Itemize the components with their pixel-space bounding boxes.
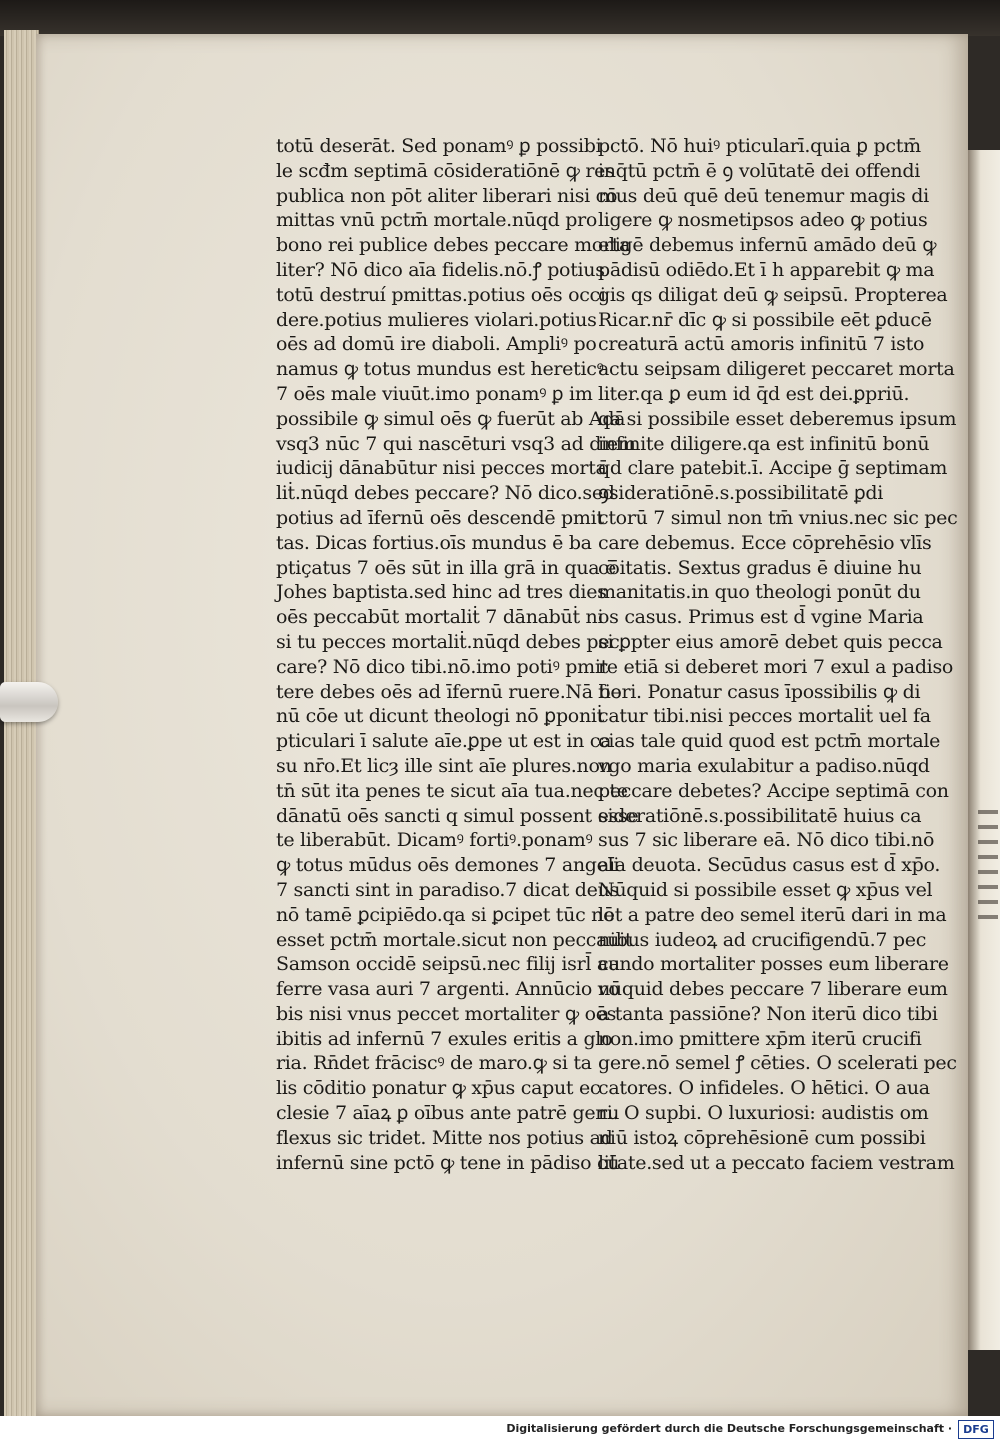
text-line: ligere ꝙ nosmetipsos adeo ꝙ potius bbox=[598, 209, 928, 232]
text-line: bono rei publice debes peccare morta bbox=[276, 234, 631, 257]
dfg-logo-icon[interactable]: DFG bbox=[958, 1420, 994, 1439]
text-line: inq̄tū pctm̄ ē ꝯ volūtatē dei offendi bbox=[598, 159, 920, 182]
text-line: dere.potius mulieres violari.potius bbox=[276, 308, 597, 331]
text-line: nū cōe ut dicunt theologi nō ꝑponiṫ bbox=[276, 705, 604, 728]
text-line: qa si possibile esset deberemus ipsum bbox=[598, 407, 957, 430]
text-line: ri. O supbi. O luxuriosi: audistis om bbox=[598, 1102, 929, 1125]
text-line: Ricar.nr̄ dīc ꝙ si possibile eēt ꝑducē bbox=[598, 308, 932, 331]
text-line: totū deserāt. Sed ponamꝰ ꝑ possibi bbox=[276, 135, 602, 157]
text-line: aīa deuota. Secūdus casus est d̄ xp̄o. bbox=[598, 854, 941, 877]
text-line: care debemus. Ecce cōprehēsio vlīs bbox=[598, 531, 932, 554]
text-line: tere debes oēs ad īfernū ruere.Nā bo bbox=[276, 680, 622, 703]
text-line: cias tale quid quod est pctm̄ mortale bbox=[598, 730, 941, 753]
text-line: non.imo pmittere xp̄m iterū crucifi bbox=[598, 1027, 922, 1050]
text-line: liṫ.nūqd debes peccare? Nō dico.sed bbox=[276, 482, 615, 505]
text-line: ꝯsideratiōnē.s.possibilitatē ꝑdi bbox=[598, 482, 884, 505]
text-line: sus 7 sic liberare eā. Nō dico tibi.nō bbox=[598, 829, 935, 852]
text-line: gis qs diligat deū ꝙ seipsū. Propterea bbox=[598, 283, 948, 306]
text-line: niū istoꝝ cōprehēsionē cum possibi bbox=[598, 1126, 926, 1149]
text-line: clesie 7 aīaꝝ ꝑ oībus ante patrē genu bbox=[276, 1102, 620, 1125]
text-line: let a patre deo semel iterū dari in ma bbox=[598, 903, 947, 926]
text-line: vgo maria exulabitur a padiso.nūqd bbox=[598, 754, 930, 777]
text-line: a tanta passiōne? Non iterū dico tibi bbox=[598, 1002, 938, 1025]
text-line: infinite diligere.qa est infinitū bonū bbox=[598, 432, 930, 455]
text-line: iudicij dānabūtur nisi pecces morta bbox=[276, 457, 607, 480]
text-line: potius ad īfernū oēs descendē pmit bbox=[276, 506, 604, 529]
text-line: tas. Dicas fortius.oīs mundus ē ba bbox=[276, 531, 592, 554]
text-line: pticulari ī salute aīe.ꝑpe ut est in ca bbox=[276, 730, 612, 753]
text-line: lis cōditio ponatur ꝙ xp̄us caput ec bbox=[276, 1077, 601, 1100]
text-line: bis nisi vnus peccet mortaliter ꝙ oēs bbox=[276, 1002, 617, 1025]
text-line: infernū sine pctō ꝙ tene in pādiso cū bbox=[276, 1151, 620, 1174]
footer-bar bbox=[0, 1416, 1000, 1442]
facing-page-text-bleed bbox=[978, 810, 998, 930]
text-line: si ꝑpter eius amorē debet quis pecca bbox=[598, 630, 943, 653]
text-line: ꝙ totus mūdus oēs demones 7 angeli bbox=[276, 854, 620, 877]
text-line: eligē debemus infernū amādo deū ꝙ bbox=[598, 234, 937, 257]
text-line: oēs peccabūt mortaliṫ 7 dānabūṫ ni bbox=[276, 606, 604, 629]
text-line: liter? Nō dico aīa fidelis.nō.ꝭ potius bbox=[276, 258, 605, 281]
text-line: tn̄ sūt ita penes te sicut aīa tua.nec te bbox=[276, 779, 628, 802]
text-line: su nr̄o.Et licȝ ille sint aīe plures.non bbox=[276, 754, 612, 777]
text-line: le scđm septimā cōsideratiōnē ꝙ res bbox=[276, 159, 615, 182]
text-line: gere.nō semel ꝭ cēties. O scelerati pec bbox=[598, 1052, 957, 1075]
text-line: actu seipsam diligeret peccaret morta bbox=[598, 358, 955, 381]
text-line: cando mortaliter posses eum liberare bbox=[598, 953, 949, 976]
text-line: care? Nō dico tibi.nō.imo potiꝰ pmit bbox=[276, 655, 608, 678]
text-line: fieri. Ponatur casus īpossibilis ꝙ di bbox=[598, 680, 921, 703]
text-line: ferre vasa auri 7 argenti. Annūcio vo bbox=[276, 978, 620, 1001]
left-text-column bbox=[276, 134, 639, 1175]
text-line: Nūquid si possibile esset ꝙ xp̄us vel bbox=[598, 878, 933, 901]
text-line: 7 oēs male viuūt.imo ponamꝰ ꝑ im bbox=[276, 382, 593, 405]
right-text-column bbox=[598, 134, 958, 1175]
text-line: nūquid debes peccare 7 liberare eum bbox=[598, 978, 948, 1001]
text-line: ria. Rn̄det frāciscꝰ de maro.ꝙ si ta bbox=[276, 1052, 592, 1075]
text-line: te liberabūt. Dicamꝰ fortiꝰ.ponamꝰ bbox=[276, 829, 593, 852]
text-line: pctō. Nō huiꝰ pticularī.quia ꝑ pctm̄ bbox=[598, 135, 921, 157]
text-line: ibitis ad infernū 7 exules eritis a glo bbox=[276, 1027, 613, 1050]
text-line: publica non pōt aliter liberari nisi cō bbox=[276, 184, 618, 207]
text-line: Johes baptista.sed hinc ad tres dies bbox=[276, 581, 607, 604]
text-line: Samson occidē seipsū.nec filij isrl̄ au bbox=[276, 953, 620, 976]
text-line: flexus sic tridet. Mitte nos potius ad bbox=[276, 1126, 613, 1149]
funding-note: Digitalisierung gefördert durch die Deutsche Forschungsgemeinschaft · bbox=[506, 1422, 952, 1435]
text-line: liter.qa ꝑ eum id q̄d est dei.ꝑpriū. bbox=[598, 382, 910, 405]
text-line: creaturā actū amoris infinitū 7 isto bbox=[598, 333, 925, 356]
text-line: ptiçatus 7 oēs sūt in illa grā in qua ē bbox=[276, 556, 616, 579]
text-line: catur tibi.nisi pecces mortaliṫ uel fa bbox=[598, 705, 931, 728]
text-line: mittas vnū pctm̄ mortale.nūqd pro bbox=[276, 209, 598, 232]
text-line: nibus iudeoꝝ ad crucifigendū.7 pec bbox=[598, 928, 927, 951]
text-line: os casus. Primus est d̄ vgine Maria bbox=[598, 606, 924, 629]
text-line: dānatū oēs sancti q simul possent esse bbox=[276, 804, 639, 827]
facing-page-edge bbox=[968, 150, 1000, 1350]
scan-top-margin bbox=[0, 0, 1000, 36]
text-line: sideratiōnē.s.possibilitatē huius ca bbox=[598, 804, 922, 827]
text-line: pādisū odiēdo.Et ī h apparebit ꝙ ma bbox=[598, 258, 935, 281]
text-line: 7 sancti sint in paradiso.7 dicat deus bbox=[276, 878, 619, 901]
text-line: re etiā si deberet mori 7 exul a padiso bbox=[598, 655, 954, 678]
text-line: q̄d clare patebit.ī. Accipe ḡ septimam bbox=[598, 457, 948, 480]
text-line: totū destruí pmittas.potius oēs occi bbox=[276, 283, 606, 306]
text-line: peccare debetes? Accipe septimā con bbox=[598, 779, 949, 802]
text-line: litate.sed ut a peccato faciem vestram bbox=[598, 1151, 955, 1174]
text-line: namus ꝙ totus mundus est hereticꝰ bbox=[276, 358, 604, 381]
text-line: cōitatis. Sextus gradus ē diuine hu bbox=[598, 556, 922, 579]
text-line: si tu pecces mortaliṫ.nūqd debes pec bbox=[276, 630, 620, 653]
text-line: ctorū 7 simul non tm̄ vnius.nec sic pec bbox=[598, 506, 958, 529]
text-line: nō tamē ꝑcipiēdo.qa si ꝑcipet tūc nō bbox=[276, 903, 615, 926]
text-line: oēs ad domū ire diaboli. Ampliꝰ po bbox=[276, 333, 597, 356]
text-line: vsq3 nūc 7 qui nascēturi vsq3 ad diem bbox=[276, 432, 636, 455]
text-line: catores. O infideles. O hētici. O aua bbox=[598, 1077, 930, 1100]
page-edges bbox=[4, 30, 39, 1420]
text-line: possibile ꝙ simul oēs ꝙ fuerūt ab Adā bbox=[276, 407, 626, 430]
text-line: esset pctm̄ mortale.sicut non peccauit bbox=[276, 928, 633, 951]
page-clip bbox=[0, 682, 58, 722]
text-line: manitatis.in quo theologi ponūt du bbox=[598, 581, 921, 604]
text-line: mus deū quē deū tenemur magis di bbox=[598, 184, 929, 207]
